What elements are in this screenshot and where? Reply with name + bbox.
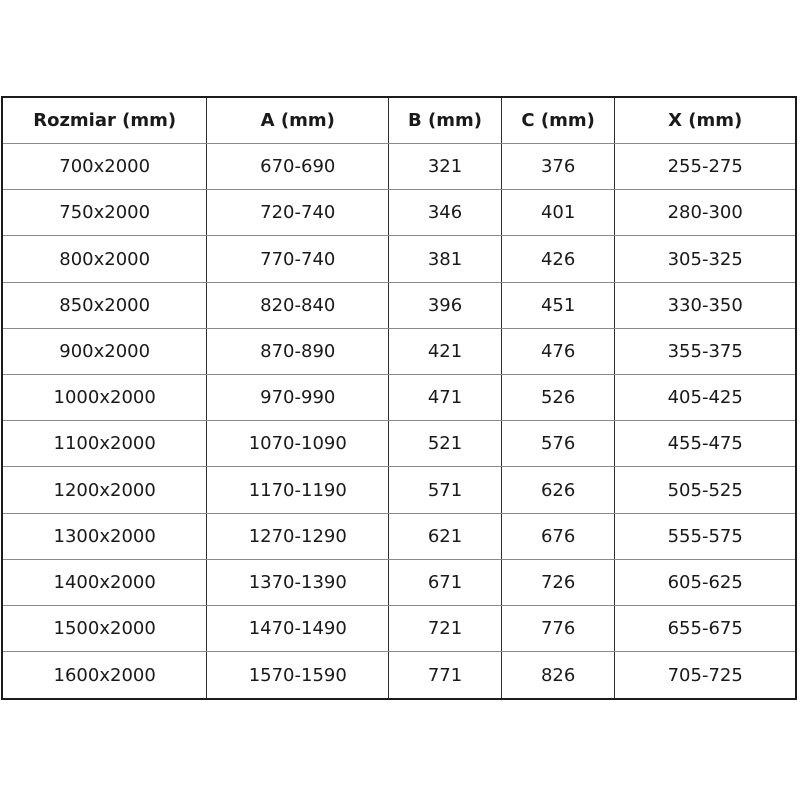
table-cell: 770-740 (207, 236, 389, 282)
table-cell: 700x2000 (2, 144, 207, 190)
table-cell: 1500x2000 (2, 606, 207, 652)
column-header-rozmiar: Rozmiar (mm) (2, 97, 207, 144)
table-row (2, 467, 796, 513)
table-cell: 571 (389, 467, 502, 513)
table-row (2, 328, 796, 374)
table-cell: 705-725 (615, 652, 796, 699)
table-cell: 526 (501, 375, 615, 421)
table-cell: 321 (389, 144, 502, 190)
table-cell: 621 (389, 513, 502, 559)
table-cell: 505-525 (615, 467, 796, 513)
table-cell: 676 (501, 513, 615, 559)
table-cell: 655-675 (615, 606, 796, 652)
table-row (2, 375, 796, 421)
table-cell: 421 (389, 328, 502, 374)
table-row (2, 144, 796, 190)
table-cell: 255-275 (615, 144, 796, 190)
table-cell: 970-990 (207, 375, 389, 421)
size-spec-table (1, 96, 797, 700)
table-cell: 455-475 (615, 421, 796, 467)
table-cell: 405-425 (615, 375, 796, 421)
table-cell: 305-325 (615, 236, 796, 282)
table-row (2, 513, 796, 559)
table-row (2, 421, 796, 467)
header-row (2, 97, 796, 144)
table-row (2, 282, 796, 328)
table-cell: 576 (501, 421, 615, 467)
table-cell: 451 (501, 282, 615, 328)
size-table-container (1, 96, 797, 700)
table-row (2, 559, 796, 605)
table-row (2, 652, 796, 699)
table-cell: 605-625 (615, 559, 796, 605)
table-cell: 1200x2000 (2, 467, 207, 513)
table-cell: 521 (389, 421, 502, 467)
table-cell: 426 (501, 236, 615, 282)
table-cell: 1000x2000 (2, 375, 207, 421)
table-cell: 670-690 (207, 144, 389, 190)
table-cell: 671 (389, 559, 502, 605)
table-row (2, 190, 796, 236)
table-cell: 750x2000 (2, 190, 207, 236)
table-cell: 820-840 (207, 282, 389, 328)
table-row (2, 606, 796, 652)
table-cell: 1570-1590 (207, 652, 389, 699)
table-cell: 355-375 (615, 328, 796, 374)
column-header-x: X (mm) (615, 97, 796, 144)
table-cell: 1070-1090 (207, 421, 389, 467)
column-header-b: B (mm) (389, 97, 502, 144)
column-header-a: A (mm) (207, 97, 389, 144)
table-cell: 381 (389, 236, 502, 282)
column-header-c: C (mm) (501, 97, 615, 144)
table-cell: 870-890 (207, 328, 389, 374)
table-cell: 1600x2000 (2, 652, 207, 699)
table-cell: 471 (389, 375, 502, 421)
table-row (2, 236, 796, 282)
table-cell: 1270-1290 (207, 513, 389, 559)
table-cell: 776 (501, 606, 615, 652)
table-cell: 800x2000 (2, 236, 207, 282)
table-cell: 1100x2000 (2, 421, 207, 467)
table-cell: 1370-1390 (207, 559, 389, 605)
table-cell: 1170-1190 (207, 467, 389, 513)
table-cell: 401 (501, 190, 615, 236)
table-cell: 330-350 (615, 282, 796, 328)
table-cell: 900x2000 (2, 328, 207, 374)
table-cell: 726 (501, 559, 615, 605)
table-cell: 771 (389, 652, 502, 699)
table-cell: 476 (501, 328, 615, 374)
table-cell: 720-740 (207, 190, 389, 236)
table-cell: 555-575 (615, 513, 796, 559)
table-cell: 346 (389, 190, 502, 236)
table-cell: 1300x2000 (2, 513, 207, 559)
table-cell: 1470-1490 (207, 606, 389, 652)
table-cell: 396 (389, 282, 502, 328)
table-cell: 280-300 (615, 190, 796, 236)
table-cell: 626 (501, 467, 615, 513)
table-cell: 376 (501, 144, 615, 190)
table-cell: 1400x2000 (2, 559, 207, 605)
table-cell: 850x2000 (2, 282, 207, 328)
table-cell: 826 (501, 652, 615, 699)
table-cell: 721 (389, 606, 502, 652)
